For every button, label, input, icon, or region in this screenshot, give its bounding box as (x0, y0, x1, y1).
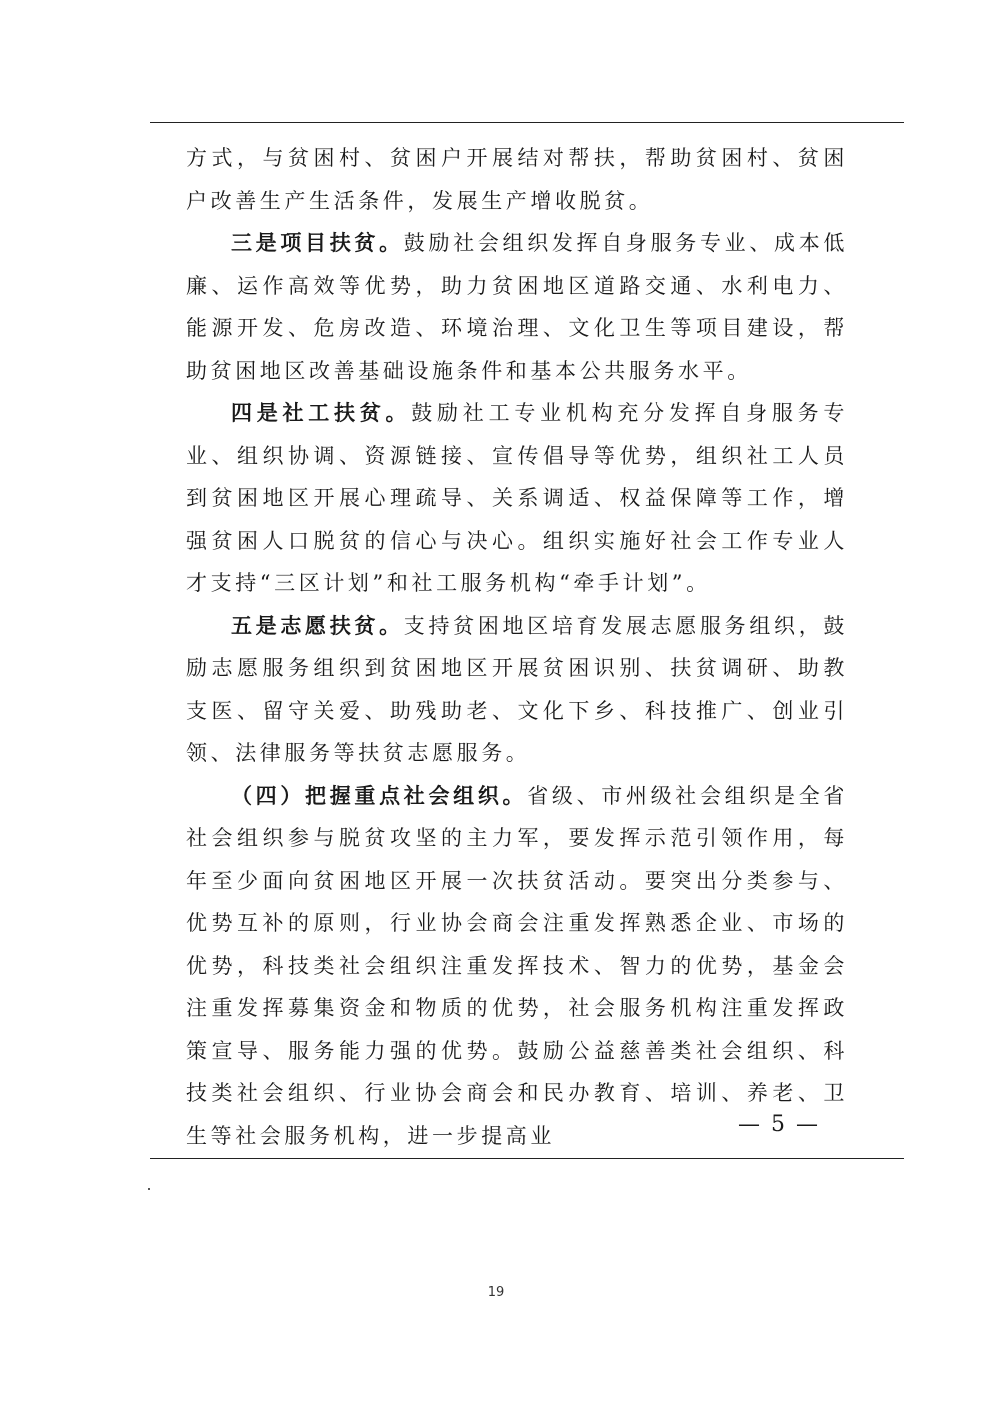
paragraph-social-work-poverty-relief (186, 392, 848, 605)
scan-speck (148, 1188, 150, 1190)
folio: — 5 — (738, 1112, 820, 1137)
page-number: 19 (487, 1285, 505, 1300)
paragraph-lead: 五是志愿扶贫。 (231, 612, 404, 638)
paragraph-text: 鼓励社工专业机构充分发挥自身服务专业、组织协调、资源链接、宣传倡导等优势，组织社工人员到贫困地区开展心理疏导、关系调适、权益保障等工作，增强贫困人口脱贫的信心与决心。组织实施好社会工作专业人才支持“三区计划”和社工服务机构“牵手计划”。 (186, 401, 848, 595)
paragraph-lead: （四）把握重点社会组织。 (231, 782, 528, 808)
paragraph-text: 支持贫困地区培育发展志愿服务组织，鼓励志愿服务组织到贫困地区开展贫困识别、扶贫调研、助教支医、留守关爱、助残助老、文化下乡、科技推广、创业引领、法律服务等扶贫志愿服务。 (186, 613, 848, 765)
footer-rule (150, 1158, 904, 1159)
document-body (186, 137, 848, 1157)
paragraph-continuation (186, 137, 848, 222)
paragraph-text: 鼓励社会组织发挥自身服务专业、成本低廉、运作高效等优势，助力贫困地区道路交通、水利电力、能源开发、危房改造、环境治理、文化卫生等项目建设，帮助贫困地区改善基础设施条件和基本公共服务水平。 (186, 231, 848, 383)
paragraph-lead: 四是社工扶贫。 (231, 400, 412, 425)
paragraph-text: 方式，与贫困村、贫困户开展结对帮扶，帮助贫困村、贫困户改善生产生活条件，发展生产增收脱贫。 (186, 146, 848, 213)
header-rule (150, 122, 904, 123)
paragraph-key-social-organizations (186, 775, 848, 1158)
paragraph-lead: 三是项目扶贫。 (231, 230, 404, 255)
paragraph-project-poverty-relief (186, 222, 848, 392)
paragraph-text: 省级、市州级社会组织是全省社会组织参与脱贫攻坚的主力军，要发挥示范引领作用，每年至少面向贫困地区开展一次扶贫活动。要突出分类参与、优势互补的原则，行业协会商会注重发挥熟悉企业、市场的优势，科技类社会组织注重发挥技术、智力的优势，基金会注重发挥募集资金和物质的优势，社会服务机构注重发挥政策宣导、服务能力强的优势。鼓励公益慈善类社会组织、科技类社会组织、行业协会商会和民办教育、培训、养老、卫生等社会服务机构，进一步提高业 (186, 783, 848, 1148)
paragraph-volunteer-poverty-relief (186, 605, 848, 775)
